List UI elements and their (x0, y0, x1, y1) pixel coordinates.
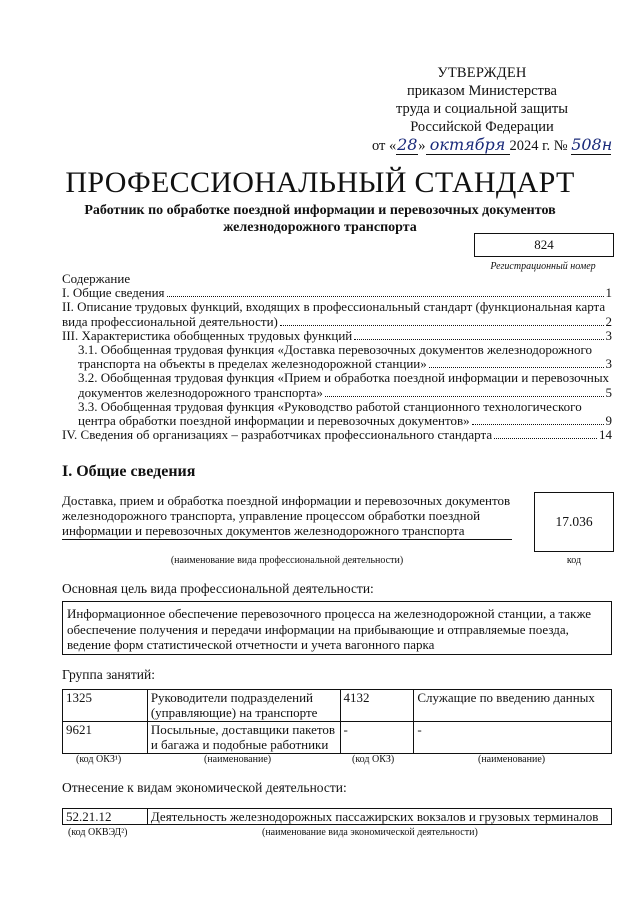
table-row (63, 809, 612, 825)
toc-item[interactable] (62, 343, 612, 371)
toc-item-text-line1: 3.3. Обобщенная трудовая функция «Руководство работой станционного технологического (78, 398, 582, 414)
toc-item-page: 5 (605, 384, 612, 400)
table-row (63, 722, 612, 754)
toc-item-text: IV. Сведения об организациях – разработчиках профессионального стандарта (62, 427, 493, 443)
toc-item[interactable] (62, 371, 612, 399)
approval-date-mid: » (418, 138, 426, 154)
okved-name-caption: (наименование вида экономической деятельности) (262, 827, 478, 838)
goal-box: Информационное обеспечение перевозочного процесса на железнодорожной станции, а также обеспечение получения и передачи информации на прибывающие и отправляемые поезда, ведение форм статистической отчетности и учета вагонного парка (62, 601, 612, 655)
okved-table (62, 808, 612, 825)
okz-code-cell: 1325 (63, 690, 148, 722)
toc-leader (280, 325, 604, 326)
approval-date-line (372, 135, 613, 155)
toc-leader (167, 296, 604, 297)
activity-code-box: 17.036 (534, 492, 614, 552)
toc-leader (354, 339, 603, 340)
document-title: ПРОФЕССИОНАЛЬНЫЙ СТАНДАРТ (65, 166, 575, 199)
registration-number-label: Регистрационный номер (490, 261, 596, 272)
approval-from-prefix: от « (372, 138, 397, 154)
occupation-table (62, 689, 612, 754)
document-subtitle: Работник по обработке поездной информации и перевозочных документов железнодорожного транспорта (84, 203, 556, 235)
occupation-name-cell: - (414, 722, 612, 754)
toc-leader (472, 424, 604, 425)
occupation-group-heading: Группа занятий: (62, 667, 155, 682)
table-row (63, 690, 612, 722)
toc-item[interactable] (62, 286, 612, 300)
approval-order-number: 508н (571, 135, 613, 154)
occupation-name-cell: Служащие по введению данных (414, 690, 612, 722)
okved-heading: Отнесение к видам экономической деятельности: (62, 780, 347, 795)
okz-code-cell: 9621 (63, 722, 148, 754)
okved-name-cell: Деятельность железнодорожных пассажирских вокзалов и грузовых терминалов (147, 809, 611, 825)
toc-leader (494, 438, 597, 439)
approval-block (372, 64, 613, 155)
approval-line3: Российской Федерации (410, 119, 554, 135)
toc-heading: Содержание (62, 271, 131, 286)
toc-item-page: 2 (605, 313, 612, 329)
okz-code-caption: (код ОКЗ¹) (76, 754, 122, 765)
toc-item-text-line2: центра обработки поездной информации и перевозочных документов» (78, 413, 470, 429)
toc-item[interactable] (62, 400, 612, 428)
toc-item[interactable] (62, 329, 612, 343)
registration-number-box: 824 (474, 233, 614, 257)
toc-leader (429, 367, 604, 368)
approval-year: 2024 г. № (509, 138, 568, 154)
occupation-name-cell: Руководители подразделений (управляющие) на транспорте (147, 690, 340, 722)
toc-item-text-line2: транспорта на объекты в пределах железнодорожной станции» (78, 356, 427, 372)
toc-item-page: 1 (605, 285, 612, 301)
toc-item-page: 3 (605, 356, 612, 372)
activity-caption: (наименование вида профессиональной деятельности) (170, 555, 404, 566)
approval-heading: УТВЕРЖДЕН (437, 65, 527, 81)
okved-code-caption: (код ОКВЭД²) (68, 827, 128, 838)
occupation-name-caption: (наименование) (204, 754, 272, 765)
activity-name: Доставка, прием и обработка поездной информации и перевозочных документов железнодорожного транспорта, управление процессом обработки поездной информации и перевозочных документов железнодорожного транспорта (62, 493, 511, 538)
occupation-name-cell: Посыльные, доставщики пакетов и багажа и подобные работники (147, 722, 340, 754)
approval-line1: приказом Министерства (407, 83, 557, 99)
approval-date-day: 28 (397, 135, 418, 154)
occupation-name-caption: (наименование) (478, 754, 546, 765)
toc-item-text-line2: вида профессиональной деятельности) (62, 313, 278, 329)
toc-item-page: 3 (605, 327, 612, 343)
toc-item[interactable] (62, 300, 612, 328)
okz-code-cell: 4132 (340, 690, 414, 722)
code-caption: код (566, 555, 582, 566)
approval-line2: труда и социальной защиты (396, 101, 568, 117)
toc-item[interactable] (62, 428, 612, 442)
toc-leader (325, 396, 604, 397)
approval-date-month: октября (426, 136, 510, 155)
toc-item-page: 14 (599, 427, 612, 443)
okz-code-cell: - (340, 722, 414, 754)
toc-item-text-line1: 3.2. Обобщенная трудовая функция «Прием и обработка поездной информации и перевозочных (78, 370, 610, 386)
okved-code-cell: 52.21.12 (63, 809, 148, 825)
toc-item-text-line2: документов железнодорожного транспорта» (78, 384, 323, 400)
okz-code-caption: (код ОКЗ) (352, 754, 395, 765)
toc-item-text: III. Характеристика обобщенных трудовых функций (62, 327, 353, 343)
goal-heading: Основная цель вида профессиональной деятельности: (62, 581, 374, 596)
section-heading: I. Общие сведения (62, 463, 196, 480)
toc-item-text: I. Общие сведения (62, 285, 165, 301)
toc-item-text-line1: II. Описание трудовых функций, входящих в профессиональный стандарт (функциональная карта (62, 299, 606, 315)
toc-item-text-line1: 3.1. Обобщенная трудовая функция «Доставка перевозочных документов железнодорожного (78, 342, 592, 358)
table-of-contents (62, 272, 612, 442)
toc-item-page: 9 (605, 413, 612, 429)
